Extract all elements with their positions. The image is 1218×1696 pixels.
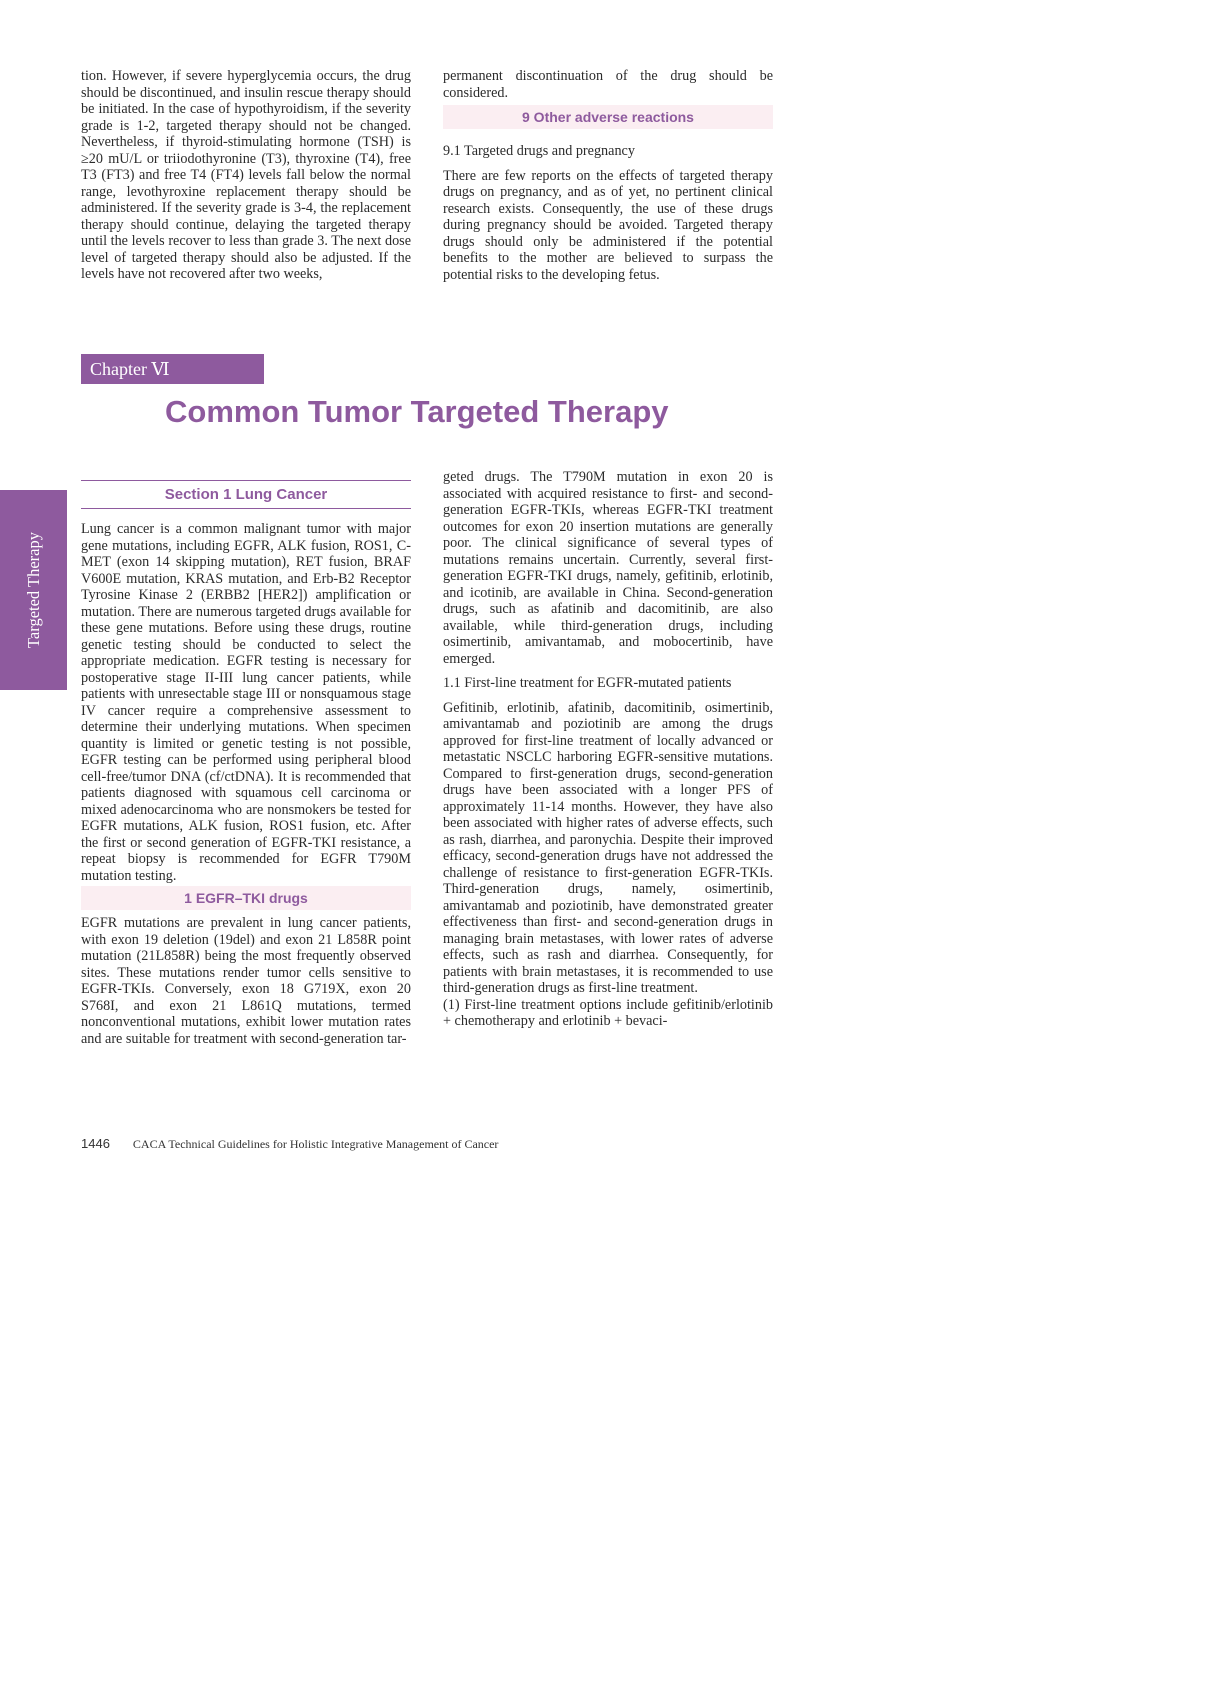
paragraph: EGFR mutations are prevalent in lung cancer patients, with exon 19 deletion (19del) and exon 21 L858R point mutation (21L858R) being the most frequently observed sites. These mutations render tumor cells sensitive to EGFR-TKIs. Conversely, exon 18 G719X, exon 20 S768I, and exon 21 L861Q mutations, termed nonconventional mutations, exhibit lower mutation rates and are suitable for treatment with second-generation tar- [81,915,411,1047]
bottom-left-column [81,480,411,1047]
paragraph: Lung cancer is a common malignant tumor with major gene mutations, including EGFR, ALK fusion, ROS1, C-MET (exon 14 skipping mutation), RET fusion, BRAF V600E mutation, KRAS mutation, and Erb-B2 Receptor Tyrosine Kinase 2 (ERBB2 [HER2]) amplification or mutation. There are numerous targeted drugs available for these gene mutations. Before using these drugs, routine genetic testing should be conducted to select the appropriate medication. EGFR testing is necessary for postoperative stage II-III lung cancer patients, while patients with unresectable stage III or nonsquamous stage IV cancer require a comprehensive assessment to determine their underlying mutations. When specimen quantity is limited or genetic testing is not possible, EGFR testing can be performed using peripheral blood cell-free/tumor DNA (cf/ctDNA). It is recommended that patients diagnosed with squamous cell carcinoma or mixed adenocarcinoma who are nonsmokers be tested for EGFR mutations, ALK fusion, ROS1 fusion, etc. After the first or second generation of EGFR-TKI resistance, a repeat biopsy is recommended for EGFR T790M mutation testing. [81,521,411,884]
list-item: (1) First-line treatment options include gefitinib/erlotinib + chemotherapy and erlotinib + bevaci- [443,996,773,1029]
page-footer [81,1136,498,1152]
subsection-title: 9.1 Targeted drugs and pregnancy [443,143,635,159]
subsection-heading-band: 9 Other adverse reactions [443,105,773,129]
top-left-column [81,68,411,283]
chapter-label: Chapter Ⅵ [81,354,264,384]
side-tab [0,490,67,690]
paragraph: There are few reports on the effects of targeted therapy drugs on pregnancy, and as of yet, no pertinent clinical research exists. Consequently, the use of these drugs during pregnancy should be avoided. Targeted therapy drugs should only be administered if the potential benefits to the mother are believed to surpass the potential risks to the developing fetus. [443,167,773,283]
paragraph: geted drugs. The T790M mutation in exon 20 is associated with acquired resistance to first- and second-generation EGFR-TKIs, whereas EGFR-TKI treatment outcomes for exon 20 insertion mutations are generally poor. The clinical significance of several types of mutations remains uncertain. Currently, several first-generation EGFR-TKI drugs, namely, gefitinib, erlotinib, and icotinib, are available in China. Second-generation drugs, such as afatinib and dacomitinib, are also available, while third-generation drugs, including osimertinib, amivantamab, and mobocertinib, have emerged. [443,469,773,667]
journal-title: CACA Technical Guidelines for Holistic Integrative Management of Cancer [132,1137,499,1151]
top-right-column [443,68,773,283]
chapter-title: Common Tumor Targeted Therapy [165,394,669,429]
section-heading: Section 1 Lung Cancer [81,480,411,509]
subsection-heading-band: 1 EGFR–TKI drugs [81,886,411,910]
paragraph: permanent discontinuation of the drug should be considered. [443,68,773,101]
paragraph: Gefitinib, erlotinib, afatinib, dacomitinib, osimertinib, amivantamab and poziotinib are among the drugs approved for first-line treatment of locally advanced or metastatic NSCLC harboring EGFR-sensitive mutations. Compared to first-generation drugs, second-generation drugs have been associated with a longer PFS of approximately 11-14 months. However, they have also been associated with higher rates of adverse effects, such as rash, diarrhea, and paronychia. Despite their improved efficacy, second-generation drugs have not addressed the challenge of resistance to first-generation EGFR-TKIs. Third-generation drugs, namely, osimertinib, amivantamab and poziotinib, have demonstrated greater effectiveness than first- and second-generation drugs in managing brain metastases, with lower rates of adverse effects, such as rash and diarrhea. Consequently, for patients with brain metastases, it is recommended to use third-generation drugs as first-line treatment. [443,699,773,996]
subsection-title: 1.1 First-line treatment for EGFR-mutated patients [443,675,732,691]
paragraph: tion. However, if severe hyperglycemia occurs, the drug should be discontinued, and insulin rescue therapy should be initiated. In the case of hypothyroidism, if the severity grade is 1-2, targeted therapy should not be changed. Nevertheless, if thyroid-stimulating hormone (TSH) is ≥20 mU/L or triiodothyronine (T3), thyroxine (T4), free T3 (FT3) and free T4 (FT4) levels fall below the normal range, levothyroxine replacement therapy should be administered. If the severity grade is 3-4, the replacement therapy should continue, delaying the targeted therapy until the levels recover to less than grade 3. The next dose level of targeted therapy should also be adjusted. If the levels have not recovered after two weeks, [81,68,411,282]
page-number: 1446 [81,1136,110,1151]
side-tab-label: Targeted Therapy [23,532,43,648]
bottom-right-column [443,469,773,1030]
